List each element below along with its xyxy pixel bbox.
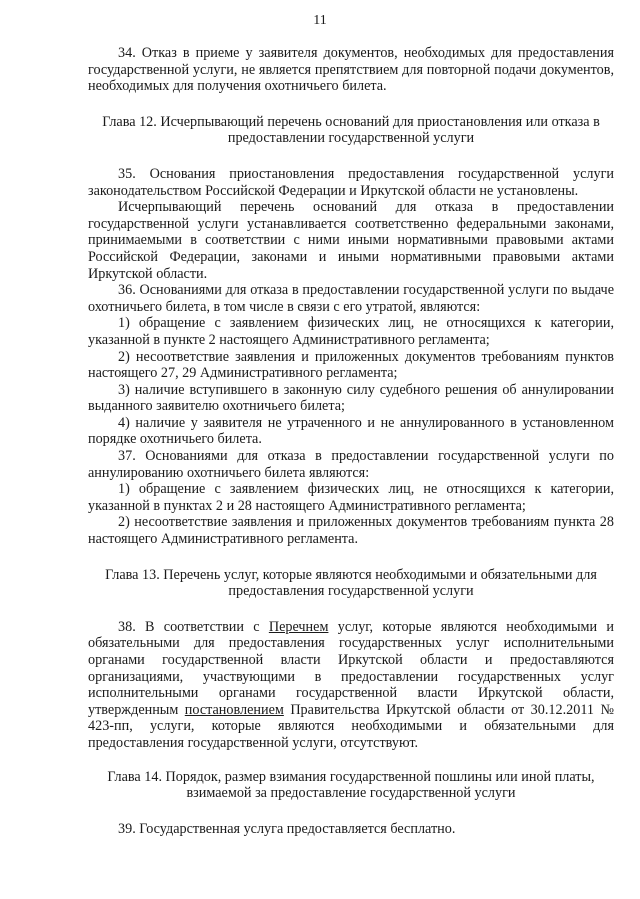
paragraph-34: 34. Отказ в приеме у заявителя документов, необходимых для предоставления государственной услуги, не является препятствием для повторной подачи документов, необходимых для получения охотничьего билета. <box>88 45 614 95</box>
paragraph-38-text-a: 38. В соответствии с <box>118 618 269 635</box>
chapter-14-heading: Глава 14. Порядок, размер взимания государственной пошлины или иной платы, взимаемой за предоставление государственной услуги <box>107 768 595 802</box>
paragraph-38 <box>88 619 614 752</box>
paragraph-38-text-b: услуг, которые являются необходимыми и обязательными для предоставления государственных услуг исполнительными органами государственной власти Иркутской области и предоставляются организациями, участвующими в предоставлении государственных услуг исполнительными органами государственной власти Иркутской области, утвержденным <box>88 618 614 718</box>
postanovlenie-link[interactable]: постановлением <box>184 701 284 718</box>
paragraph-39: 39. Государственная услуга предоставляется бесплатно. <box>118 820 456 837</box>
paragraph-36-item-2: 2) несоответствие заявления и приложенных документов требованиям пунктов настоящего 27, 29 Административного регламента; <box>88 348 614 382</box>
paragraph-36-item-4: 4) наличие у заявителя не утраченного и не аннулированного в установленном порядке охотничьего билета. <box>88 414 614 448</box>
paragraph-36-item-3: 3) наличие вступившего в законную силу судебного решения об аннулировании выданного заявителю охотничьего билета; <box>88 381 614 415</box>
paragraph-37: 37. Основаниями для отказа в предоставлении государственной услуги по аннулированию охотничьего билета являются: <box>88 448 614 481</box>
chapter-13-heading: Глава 13. Перечень услуг, которые являются необходимыми и обязательными для предоставления государственной услуги <box>105 566 597 600</box>
paragraph-35: 35. Основания приостановления предоставления государственной услуги законодательством Российской Федерации и Иркутской области не установлены. <box>88 165 614 199</box>
paragraph-36-item-1: 1) обращение с заявлением физических лиц, не относящихся к категории, указанной в пункте 2 настоящего Административного регламента; <box>88 315 614 348</box>
paragraph-37-item-1: 1) обращение с заявлением физических лиц, не относящихся к категории, указанной в пунктах 2 и 28 настоящего Административного регламента; <box>88 481 614 514</box>
paragraph-36: 36. Основаниями для отказа в предоставлении государственной услуги по выдаче охотничьего билета, в том числе в связи с его утратой, являются: <box>88 282 614 315</box>
paragraph-37-item-2: 2) несоответствие заявления и приложенных документов требованиям пункта 28 настоящего Административного регламента. <box>88 514 614 548</box>
chapter-12-heading: Глава 12. Исчерпывающий перечень оснований для приостановления или отказа в предоставлении государственной услуги <box>102 113 600 147</box>
page-number: 11 <box>313 13 327 28</box>
paragraph-38-text-c: Правительства Иркутской области от 30.12.2011 № 423-пп, услуги, которые являются необходимыми и обязательными для предоставления государственной услуги, отсутствуют. <box>88 701 614 751</box>
perechen-link[interactable]: Перечнем <box>268 618 329 635</box>
document-body <box>88 45 614 837</box>
paragraph-35-continued: Исчерпывающий перечень оснований для отказа в предоставлении государственной услуги устанавливается соответственно федеральными законами, принимаемыми в соответствии с ними иными нормативными правовыми актами Российской Федерации, законами и иными нормативными правовыми актами Иркутской области. <box>88 199 614 282</box>
